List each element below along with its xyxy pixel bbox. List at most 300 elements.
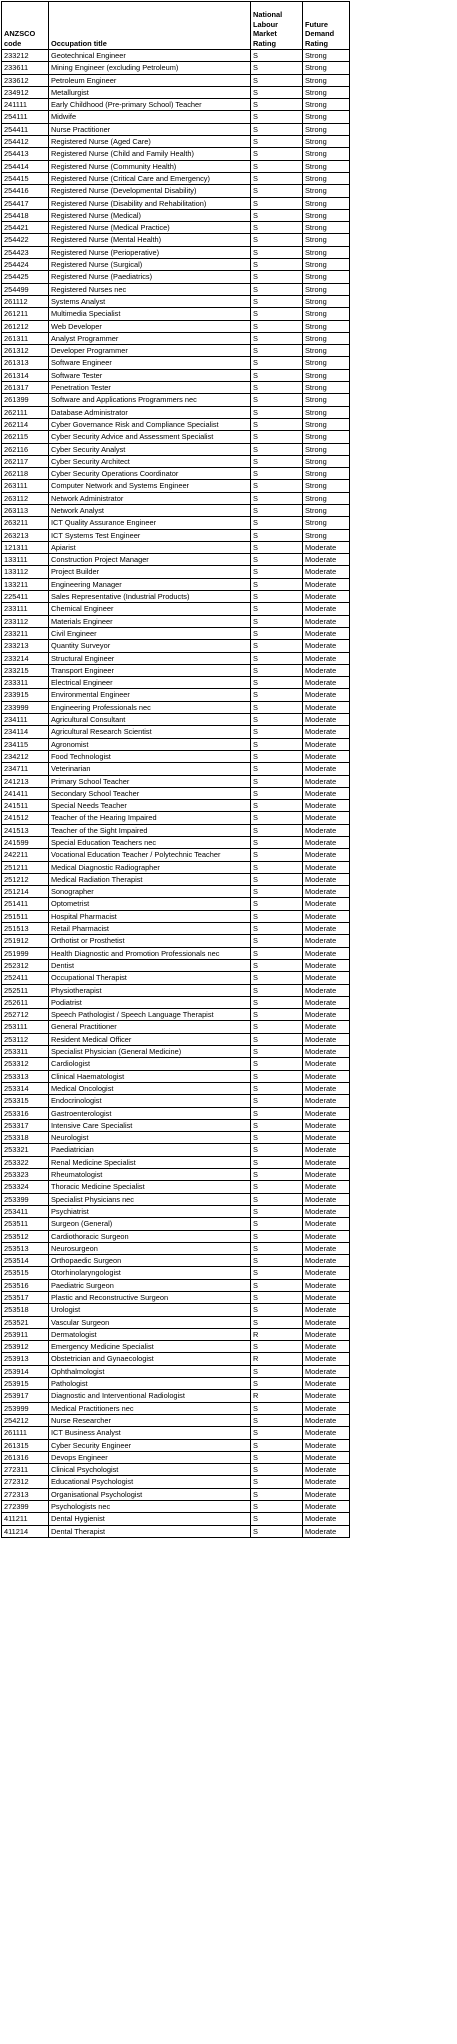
future-demand-rating-cell: Moderate: [303, 591, 350, 603]
table-row: [2, 283, 350, 295]
occupation-title-cell: Engineering Manager: [49, 578, 251, 590]
future-demand-rating-cell: Strong: [303, 185, 350, 197]
occupation-title-cell: Obstetrician and Gynaecologist: [49, 1353, 251, 1365]
occupation-title-cell: Dental Hygienist: [49, 1513, 251, 1525]
anzsco-code-cell: 254414: [2, 160, 49, 172]
future-demand-rating-cell: Strong: [303, 99, 350, 111]
anzsco-code-cell: 253912: [2, 1341, 49, 1353]
labour-market-rating-cell: S: [251, 910, 303, 922]
labour-market-rating-cell: S: [251, 1156, 303, 1168]
anzsco-code-cell: 233213: [2, 640, 49, 652]
future-demand-rating-cell: Strong: [303, 480, 350, 492]
future-demand-rating-cell: Strong: [303, 529, 350, 541]
future-demand-rating-cell: Moderate: [303, 812, 350, 824]
anzsco-code-cell: 261399: [2, 394, 49, 406]
table-row: [2, 578, 350, 590]
table-row: [2, 1390, 350, 1402]
anzsco-code-cell: 133112: [2, 566, 49, 578]
future-demand-rating-cell: Moderate: [303, 1156, 350, 1168]
future-demand-rating-cell: Moderate: [303, 1402, 350, 1414]
anzsco-code-cell: 234212: [2, 750, 49, 762]
labour-market-rating-cell: S: [251, 1230, 303, 1242]
future-demand-rating-cell: Moderate: [303, 1513, 350, 1525]
anzsco-code-cell: 254424: [2, 259, 49, 271]
anzsco-code-cell: 254212: [2, 1414, 49, 1426]
anzsco-code-cell: 121311: [2, 541, 49, 553]
table-row: [2, 62, 350, 74]
labour-market-rating-cell: S: [251, 849, 303, 861]
anzsco-code-cell: 233611: [2, 62, 49, 74]
table-row: [2, 1414, 350, 1426]
table-row: [2, 959, 350, 971]
anzsco-code-cell: 263211: [2, 517, 49, 529]
table-row: [2, 74, 350, 86]
occupation-title-cell: Retail Pharmacist: [49, 923, 251, 935]
anzsco-code-cell: 251212: [2, 873, 49, 885]
anzsco-code-cell: 253323: [2, 1169, 49, 1181]
anzsco-code-cell: 254411: [2, 123, 49, 135]
occupation-title-cell: Food Technologist: [49, 750, 251, 762]
future-demand-rating-cell: Moderate: [303, 910, 350, 922]
future-demand-rating-cell: Strong: [303, 62, 350, 74]
occupation-title-cell: Vascular Surgeon: [49, 1316, 251, 1328]
labour-market-rating-cell: S: [251, 1501, 303, 1513]
labour-market-rating-cell: S: [251, 172, 303, 184]
labour-market-rating-cell: S: [251, 1402, 303, 1414]
occupation-title-cell: Cyber Security Architect: [49, 455, 251, 467]
anzsco-code-cell: 261111: [2, 1427, 49, 1439]
labour-market-rating-cell: S: [251, 1070, 303, 1082]
labour-market-rating-cell: S: [251, 787, 303, 799]
occupation-title-cell: Geotechnical Engineer: [49, 50, 251, 62]
table-row: [2, 750, 350, 762]
anzsco-code-cell: 253315: [2, 1095, 49, 1107]
occupation-title-cell: Structural Engineer: [49, 652, 251, 664]
table-row: [2, 837, 350, 849]
labour-market-rating-cell: R: [251, 1328, 303, 1340]
anzsco-code-cell: 251211: [2, 861, 49, 873]
occupation-title-cell: Medical Oncologist: [49, 1082, 251, 1094]
occupation-title-cell: Software Engineer: [49, 357, 251, 369]
anzsco-code-cell: 253516: [2, 1279, 49, 1291]
future-demand-rating-cell: Moderate: [303, 849, 350, 861]
table-row: [2, 1316, 350, 1328]
future-demand-rating-cell: Moderate: [303, 1046, 350, 1058]
labour-market-rating-cell: S: [251, 74, 303, 86]
labour-market-rating-cell: S: [251, 1291, 303, 1303]
table-row: [2, 763, 350, 775]
occupation-title-cell: Sales Representative (Industrial Products): [49, 591, 251, 603]
anzsco-code-cell: 253913: [2, 1353, 49, 1365]
table-row: [2, 910, 350, 922]
anzsco-code-cell: 253321: [2, 1144, 49, 1156]
labour-market-rating-cell: S: [251, 1378, 303, 1390]
table-row: [2, 1451, 350, 1463]
labour-market-rating-cell: S: [251, 652, 303, 664]
occupation-title-cell: Dentist: [49, 959, 251, 971]
occupation-title-cell: Educational Psychologist: [49, 1476, 251, 1488]
occupation-title-cell: Organisational Psychologist: [49, 1488, 251, 1500]
occupation-title-cell: Metallurgist: [49, 86, 251, 98]
occupation-title-cell: Teacher of the Hearing Impaired: [49, 812, 251, 824]
occupation-title-cell: Registered Nurse (Mental Health): [49, 234, 251, 246]
future-demand-rating-cell: Moderate: [303, 1181, 350, 1193]
table-row: [2, 123, 350, 135]
labour-market-rating-cell: S: [251, 418, 303, 430]
labour-market-rating-cell: S: [251, 1304, 303, 1316]
future-demand-rating-cell: Strong: [303, 406, 350, 418]
occupation-title-cell: Primary School Teacher: [49, 775, 251, 787]
occupation-title-cell: Cardiothoracic Surgeon: [49, 1230, 251, 1242]
occupation-title-cell: Paediatric Surgeon: [49, 1279, 251, 1291]
table-row: [2, 701, 350, 713]
occupation-title-cell: Computer Network and Systems Engineer: [49, 480, 251, 492]
future-demand-rating-cell: Moderate: [303, 1279, 350, 1291]
occupation-title-cell: Ophthalmologist: [49, 1365, 251, 1377]
future-demand-rating-cell: Strong: [303, 295, 350, 307]
table-row: [2, 849, 350, 861]
table-row: [2, 873, 350, 885]
table-row: [2, 1156, 350, 1168]
anzsco-code-cell: 254422: [2, 234, 49, 246]
labour-market-rating-cell: S: [251, 1255, 303, 1267]
future-demand-rating-cell: Strong: [303, 492, 350, 504]
future-demand-rating-cell: Strong: [303, 86, 350, 98]
future-demand-rating-cell: Moderate: [303, 1193, 350, 1205]
labour-market-rating-cell: S: [251, 320, 303, 332]
anzsco-code-cell: 263113: [2, 504, 49, 516]
table-row: [2, 418, 350, 430]
labour-market-rating-cell: S: [251, 566, 303, 578]
labour-market-rating-cell: S: [251, 406, 303, 418]
table-row: [2, 1328, 350, 1340]
table-row: [2, 824, 350, 836]
anzsco-code-cell: 133211: [2, 578, 49, 590]
future-demand-rating-cell: Strong: [303, 443, 350, 455]
anzsco-code-cell: 253112: [2, 1033, 49, 1045]
anzsco-code-cell: 234111: [2, 714, 49, 726]
occupation-title-cell: Network Administrator: [49, 492, 251, 504]
occupation-title-cell: Hospital Pharmacist: [49, 910, 251, 922]
future-demand-rating-cell: Moderate: [303, 1082, 350, 1094]
labour-market-rating-cell: S: [251, 615, 303, 627]
labour-market-rating-cell: S: [251, 947, 303, 959]
occupation-title-cell: Orthotist or Prosthetist: [49, 935, 251, 947]
table-row: [2, 332, 350, 344]
occupation-title-cell: Cyber Security Analyst: [49, 443, 251, 455]
occupation-title-cell: Psychologists nec: [49, 1501, 251, 1513]
anzsco-code-cell: 253514: [2, 1255, 49, 1267]
table-row: [2, 1082, 350, 1094]
occupation-title-cell: Otorhinolaryngologist: [49, 1267, 251, 1279]
header-future-demand-rating: Future Demand Rating: [303, 2, 350, 50]
occupation-title-cell: Registered Nurse (Aged Care): [49, 136, 251, 148]
table-row: [2, 1193, 350, 1205]
table-row: [2, 50, 350, 62]
table-row: [2, 160, 350, 172]
future-demand-rating-cell: Strong: [303, 222, 350, 234]
labour-market-rating-cell: S: [251, 271, 303, 283]
anzsco-code-cell: 253314: [2, 1082, 49, 1094]
anzsco-code-cell: 261315: [2, 1439, 49, 1451]
labour-market-rating-cell: S: [251, 873, 303, 885]
labour-market-rating-cell: S: [251, 209, 303, 221]
anzsco-code-cell: 254417: [2, 197, 49, 209]
table-row: [2, 172, 350, 184]
table-row: [2, 726, 350, 738]
anzsco-code-cell: 254418: [2, 209, 49, 221]
occupation-title-cell: Urologist: [49, 1304, 251, 1316]
occupation-title-cell: Registered Nurse (Community Health): [49, 160, 251, 172]
labour-market-rating-cell: S: [251, 123, 303, 135]
future-demand-rating-cell: Strong: [303, 320, 350, 332]
future-demand-rating-cell: Moderate: [303, 578, 350, 590]
anzsco-code-cell: 253521: [2, 1316, 49, 1328]
table-row: [2, 566, 350, 578]
labour-market-rating-cell: S: [251, 898, 303, 910]
labour-market-rating-cell: R: [251, 1390, 303, 1402]
occupation-title-cell: Analyst Programmer: [49, 332, 251, 344]
anzsco-code-cell: 251511: [2, 910, 49, 922]
occupation-title-cell: Cyber Security Engineer: [49, 1439, 251, 1451]
labour-market-rating-cell: S: [251, 996, 303, 1008]
occupation-title-cell: Nurse Practitioner: [49, 123, 251, 135]
occupation-title-cell: Special Education Teachers nec: [49, 837, 251, 849]
anzsco-code-cell: 262111: [2, 406, 49, 418]
anzsco-code-cell: 252312: [2, 959, 49, 971]
anzsco-code-cell: 254412: [2, 136, 49, 148]
occupation-title-cell: Project Builder: [49, 566, 251, 578]
anzsco-code-cell: 254111: [2, 111, 49, 123]
future-demand-rating-cell: Moderate: [303, 1476, 350, 1488]
occupation-title-cell: Mining Engineer (excluding Petroleum): [49, 62, 251, 74]
labour-market-rating-cell: S: [251, 1169, 303, 1181]
occupation-title-cell: Civil Engineer: [49, 627, 251, 639]
anzsco-code-cell: 241512: [2, 812, 49, 824]
labour-market-rating-cell: S: [251, 136, 303, 148]
labour-market-rating-cell: S: [251, 824, 303, 836]
anzsco-code-cell: 272399: [2, 1501, 49, 1513]
occupation-title-cell: Early Childhood (Pre-primary School) Teacher: [49, 99, 251, 111]
labour-market-rating-cell: S: [251, 664, 303, 676]
future-demand-rating-cell: Moderate: [303, 1070, 350, 1082]
occupation-title-cell: Penetration Tester: [49, 382, 251, 394]
future-demand-rating-cell: Strong: [303, 332, 350, 344]
labour-market-rating-cell: S: [251, 1205, 303, 1217]
anzsco-code-cell: 251999: [2, 947, 49, 959]
labour-market-rating-cell: S: [251, 480, 303, 492]
labour-market-rating-cell: S: [251, 554, 303, 566]
anzsco-code-cell: 241511: [2, 800, 49, 812]
table-row: [2, 271, 350, 283]
anzsco-code-cell: 253917: [2, 1390, 49, 1402]
future-demand-rating-cell: Strong: [303, 148, 350, 160]
labour-market-rating-cell: S: [251, 886, 303, 898]
labour-market-rating-cell: S: [251, 1218, 303, 1230]
future-demand-rating-cell: Moderate: [303, 1107, 350, 1119]
occupation-title-cell: Veterinarian: [49, 763, 251, 775]
table-row: [2, 1464, 350, 1476]
future-demand-rating-cell: Moderate: [303, 1058, 350, 1070]
anzsco-code-cell: 241599: [2, 837, 49, 849]
anzsco-code-cell: 254415: [2, 172, 49, 184]
anzsco-code-cell: 233311: [2, 677, 49, 689]
table-row: [2, 394, 350, 406]
occupation-title-cell: Sonographer: [49, 886, 251, 898]
anzsco-code-cell: 253915: [2, 1378, 49, 1390]
labour-market-rating-cell: S: [251, 62, 303, 74]
labour-market-rating-cell: S: [251, 1513, 303, 1525]
future-demand-rating-cell: Moderate: [303, 1169, 350, 1181]
occupation-title-cell: Devops Engineer: [49, 1451, 251, 1463]
occupation-title-cell: Dental Therapist: [49, 1525, 251, 1537]
labour-market-rating-cell: S: [251, 222, 303, 234]
labour-market-rating-cell: S: [251, 701, 303, 713]
labour-market-rating-cell: S: [251, 345, 303, 357]
table-row: [2, 1119, 350, 1131]
table-row: [2, 406, 350, 418]
table-row: [2, 1132, 350, 1144]
occupation-title-cell: Registered Nurse (Critical Care and Emergency): [49, 172, 251, 184]
future-demand-rating-cell: Strong: [303, 418, 350, 430]
table-row: [2, 468, 350, 480]
labour-market-rating-cell: S: [251, 861, 303, 873]
occupation-title-cell: Resident Medical Officer: [49, 1033, 251, 1045]
table-row: [2, 972, 350, 984]
labour-market-rating-cell: R: [251, 1353, 303, 1365]
labour-market-rating-cell: S: [251, 148, 303, 160]
future-demand-rating-cell: Moderate: [303, 627, 350, 639]
future-demand-rating-cell: Moderate: [303, 837, 350, 849]
occupation-title-cell: Diagnostic and Interventional Radiologist: [49, 1390, 251, 1402]
labour-market-rating-cell: S: [251, 382, 303, 394]
anzsco-code-cell: 411214: [2, 1525, 49, 1537]
table-row: [2, 541, 350, 553]
table-row: [2, 1144, 350, 1156]
occupation-title-cell: Intensive Care Specialist: [49, 1119, 251, 1131]
future-demand-rating-cell: Moderate: [303, 886, 350, 898]
labour-market-rating-cell: S: [251, 984, 303, 996]
anzsco-code-cell: 233915: [2, 689, 49, 701]
labour-market-rating-cell: S: [251, 578, 303, 590]
anzsco-code-cell: 263111: [2, 480, 49, 492]
labour-market-rating-cell: S: [251, 689, 303, 701]
table-row: [2, 1439, 350, 1451]
future-demand-rating-cell: Strong: [303, 209, 350, 221]
occupation-title-cell: Registered Nurse (Medical): [49, 209, 251, 221]
occupation-title-cell: Quantity Surveyor: [49, 640, 251, 652]
future-demand-rating-cell: Moderate: [303, 1488, 350, 1500]
table-row: [2, 591, 350, 603]
anzsco-code-cell: 253517: [2, 1291, 49, 1303]
future-demand-rating-cell: Moderate: [303, 1119, 350, 1131]
occupation-title-cell: Neurologist: [49, 1132, 251, 1144]
table-row: [2, 86, 350, 98]
occupation-title-cell: Registered Nurse (Perioperative): [49, 246, 251, 258]
future-demand-rating-cell: Moderate: [303, 1353, 350, 1365]
future-demand-rating-cell: Moderate: [303, 1132, 350, 1144]
anzsco-code-cell: 261317: [2, 382, 49, 394]
anzsco-code-cell: 272311: [2, 1464, 49, 1476]
future-demand-rating-cell: Moderate: [303, 935, 350, 947]
future-demand-rating-cell: Moderate: [303, 1230, 350, 1242]
occupation-title-cell: Cyber Security Advice and Assessment Specialist: [49, 431, 251, 443]
anzsco-code-cell: 253318: [2, 1132, 49, 1144]
future-demand-rating-cell: Moderate: [303, 972, 350, 984]
future-demand-rating-cell: Strong: [303, 504, 350, 516]
occupation-title-cell: Endocrinologist: [49, 1095, 251, 1107]
future-demand-rating-cell: Moderate: [303, 615, 350, 627]
labour-market-rating-cell: S: [251, 1451, 303, 1463]
occupation-title-cell: Plastic and Reconstructive Surgeon: [49, 1291, 251, 1303]
future-demand-rating-cell: Moderate: [303, 701, 350, 713]
anzsco-code-cell: 225411: [2, 591, 49, 603]
future-demand-rating-cell: Moderate: [303, 1341, 350, 1353]
occupation-title-cell: Thoracic Medicine Specialist: [49, 1181, 251, 1193]
labour-market-rating-cell: S: [251, 812, 303, 824]
anzsco-code-cell: 262116: [2, 443, 49, 455]
occupation-title-cell: Agronomist: [49, 738, 251, 750]
table-row: [2, 861, 350, 873]
table-row: [2, 554, 350, 566]
table-row: [2, 443, 350, 455]
labour-market-rating-cell: S: [251, 50, 303, 62]
future-demand-rating-cell: Moderate: [303, 824, 350, 836]
occupation-title-cell: Materials Engineer: [49, 615, 251, 627]
table-row: [2, 627, 350, 639]
future-demand-rating-cell: Moderate: [303, 689, 350, 701]
future-demand-rating-cell: Moderate: [303, 1365, 350, 1377]
labour-market-rating-cell: S: [251, 492, 303, 504]
future-demand-rating-cell: Moderate: [303, 923, 350, 935]
header-anzsco-code: ANZSCO code: [2, 2, 49, 50]
occupation-title-cell: Registered Nurse (Surgical): [49, 259, 251, 271]
anzsco-code-cell: 253999: [2, 1402, 49, 1414]
anzsco-code-cell: 253511: [2, 1218, 49, 1230]
anzsco-code-cell: 233215: [2, 664, 49, 676]
table-row: [2, 664, 350, 676]
labour-market-rating-cell: S: [251, 332, 303, 344]
future-demand-rating-cell: Moderate: [303, 898, 350, 910]
occupation-title-cell: Orthopaedic Surgeon: [49, 1255, 251, 1267]
future-demand-rating-cell: Strong: [303, 369, 350, 381]
occupation-title-cell: Optometrist: [49, 898, 251, 910]
labour-market-rating-cell: S: [251, 357, 303, 369]
occupation-title-cell: Agricultural Consultant: [49, 714, 251, 726]
table-row: [2, 1365, 350, 1377]
anzsco-code-cell: 241513: [2, 824, 49, 836]
table-row: [2, 185, 350, 197]
future-demand-rating-cell: Strong: [303, 517, 350, 529]
future-demand-rating-cell: Strong: [303, 74, 350, 86]
table-row: [2, 345, 350, 357]
future-demand-rating-cell: Moderate: [303, 873, 350, 885]
table-row: [2, 898, 350, 910]
table-row: [2, 615, 350, 627]
occupation-title-cell: Medical Diagnostic Radiographer: [49, 861, 251, 873]
occupation-title-cell: Midwife: [49, 111, 251, 123]
table-row: [2, 295, 350, 307]
anzsco-code-cell: 262117: [2, 455, 49, 467]
occupation-title-cell: Agricultural Research Scientist: [49, 726, 251, 738]
table-row: [2, 603, 350, 615]
anzsco-code-cell: 241213: [2, 775, 49, 787]
table-row: [2, 1181, 350, 1193]
occupation-title-cell: Dermatologist: [49, 1328, 251, 1340]
anzsco-code-cell: 253411: [2, 1205, 49, 1217]
table-row: [2, 1304, 350, 1316]
labour-market-rating-cell: S: [251, 1033, 303, 1045]
